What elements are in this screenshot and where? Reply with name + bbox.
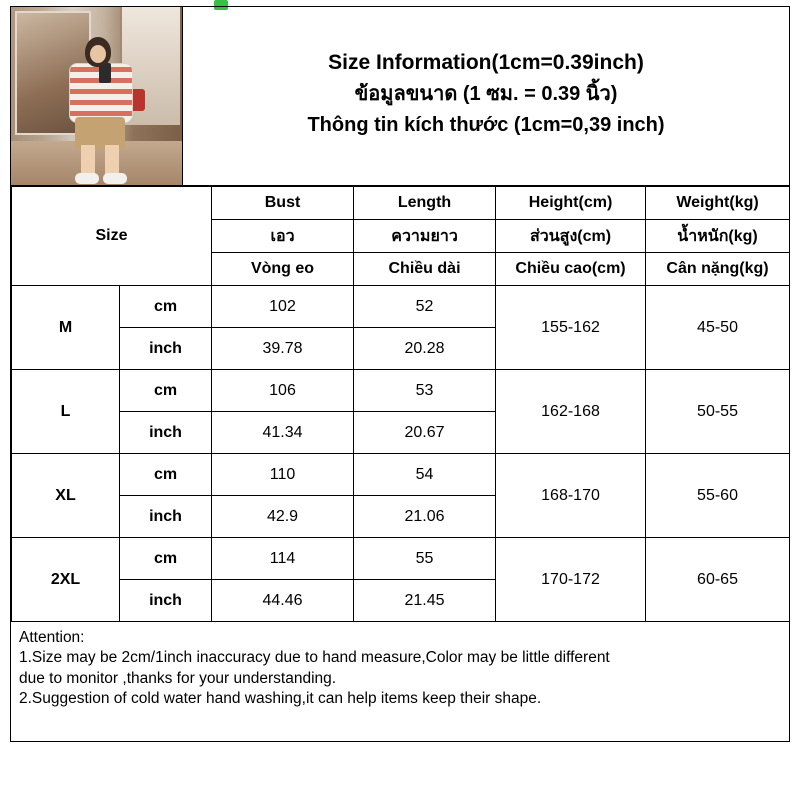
l-bust-cm: 106 xyxy=(212,370,354,412)
l-bust-inch: 41.34 xyxy=(212,412,354,454)
photo-shoe-right xyxy=(103,173,127,184)
xxl-height: 170-172 xyxy=(496,538,646,622)
m-height: 155-162 xyxy=(496,286,646,370)
model-photo-cell xyxy=(11,7,183,185)
unit-cm: cm xyxy=(120,454,212,496)
table-row xyxy=(12,370,790,412)
m-bust-inch: 39.78 xyxy=(212,328,354,370)
header-height-th: ส่วนสูง(cm) xyxy=(496,220,646,253)
table-row xyxy=(12,286,790,328)
l-length-cm: 53 xyxy=(354,370,496,412)
row-size-xl: XL xyxy=(12,454,120,538)
header-length-en: Length xyxy=(354,187,496,220)
header-length-vi: Chiều dài xyxy=(354,253,496,286)
row-size-m: M xyxy=(12,286,120,370)
unit-cm: cm xyxy=(120,538,212,580)
row-size-2xl: 2XL xyxy=(12,538,120,622)
attention-line-3: 2.Suggestion of cold water hand washing,it can help items keep their shape. xyxy=(19,690,542,708)
title-english: Size Information(1cm=0.39inch) xyxy=(328,50,644,74)
header-bust-vi: Vòng eo xyxy=(212,253,354,286)
header-bust-th: เอว xyxy=(212,220,354,253)
size-table xyxy=(11,186,790,622)
xl-bust-inch: 42.9 xyxy=(212,496,354,538)
xxl-bust-cm: 114 xyxy=(212,538,354,580)
title-vietnamese: Thông tin kích thước (1cm=0,39 inch) xyxy=(307,114,665,137)
header-length-th: ความยาว xyxy=(354,220,496,253)
header-bust-en: Bust xyxy=(212,187,354,220)
xxl-length-cm: 55 xyxy=(354,538,496,580)
xxl-bust-inch: 44.46 xyxy=(212,580,354,622)
attention-heading: Attention: xyxy=(19,629,85,646)
xl-weight: 55-60 xyxy=(646,454,790,538)
l-length-inch: 20.67 xyxy=(354,412,496,454)
unit-cm: cm xyxy=(120,370,212,412)
photo-face xyxy=(90,45,106,63)
header-weight-vi: Cân nặng(kg) xyxy=(646,253,790,286)
unit-cm: cm xyxy=(120,286,212,328)
m-weight: 45-50 xyxy=(646,286,790,370)
title-thai: ข้อมูลขนาด (1 ซม. = 0.39 นิ้ว) xyxy=(354,83,618,106)
header-weight-th: น้ำหนัก(kg) xyxy=(646,220,790,253)
xl-length-inch: 21.06 xyxy=(354,496,496,538)
photo-shoe-left xyxy=(75,173,99,184)
attention-line-2: due to monitor ,thanks for your understanding. xyxy=(19,669,337,687)
row-size-l: L xyxy=(12,370,120,454)
m-length-inch: 20.28 xyxy=(354,328,496,370)
model-photo xyxy=(11,7,182,185)
xxl-weight: 60-65 xyxy=(646,538,790,622)
table-row xyxy=(12,454,790,496)
attention-notes xyxy=(11,622,789,741)
table-header-row-en xyxy=(12,187,790,220)
xxl-length-inch: 21.45 xyxy=(354,580,496,622)
header-size-label: Size xyxy=(12,187,212,286)
m-length-cm: 52 xyxy=(354,286,496,328)
header-band xyxy=(11,7,789,186)
unit-inch: inch xyxy=(120,412,212,454)
header-height-en: Height(cm) xyxy=(496,187,646,220)
size-chart-sheet xyxy=(10,6,790,742)
unit-inch: inch xyxy=(120,328,212,370)
l-weight: 50-55 xyxy=(646,370,790,454)
unit-inch: inch xyxy=(120,580,212,622)
xl-length-cm: 54 xyxy=(354,454,496,496)
xl-bust-cm: 110 xyxy=(212,454,354,496)
m-bust-cm: 102 xyxy=(212,286,354,328)
header-weight-en: Weight(kg) xyxy=(646,187,790,220)
title-cell xyxy=(183,7,789,185)
xl-height: 168-170 xyxy=(496,454,646,538)
table-row xyxy=(12,538,790,580)
l-height: 162-168 xyxy=(496,370,646,454)
attention-line-1: 1.Size may be 2cm/1inch inaccuracy due to hand measure,Color may be little different xyxy=(19,649,610,667)
unit-inch: inch xyxy=(120,496,212,538)
header-height-vi: Chiều cao(cm) xyxy=(496,253,646,286)
